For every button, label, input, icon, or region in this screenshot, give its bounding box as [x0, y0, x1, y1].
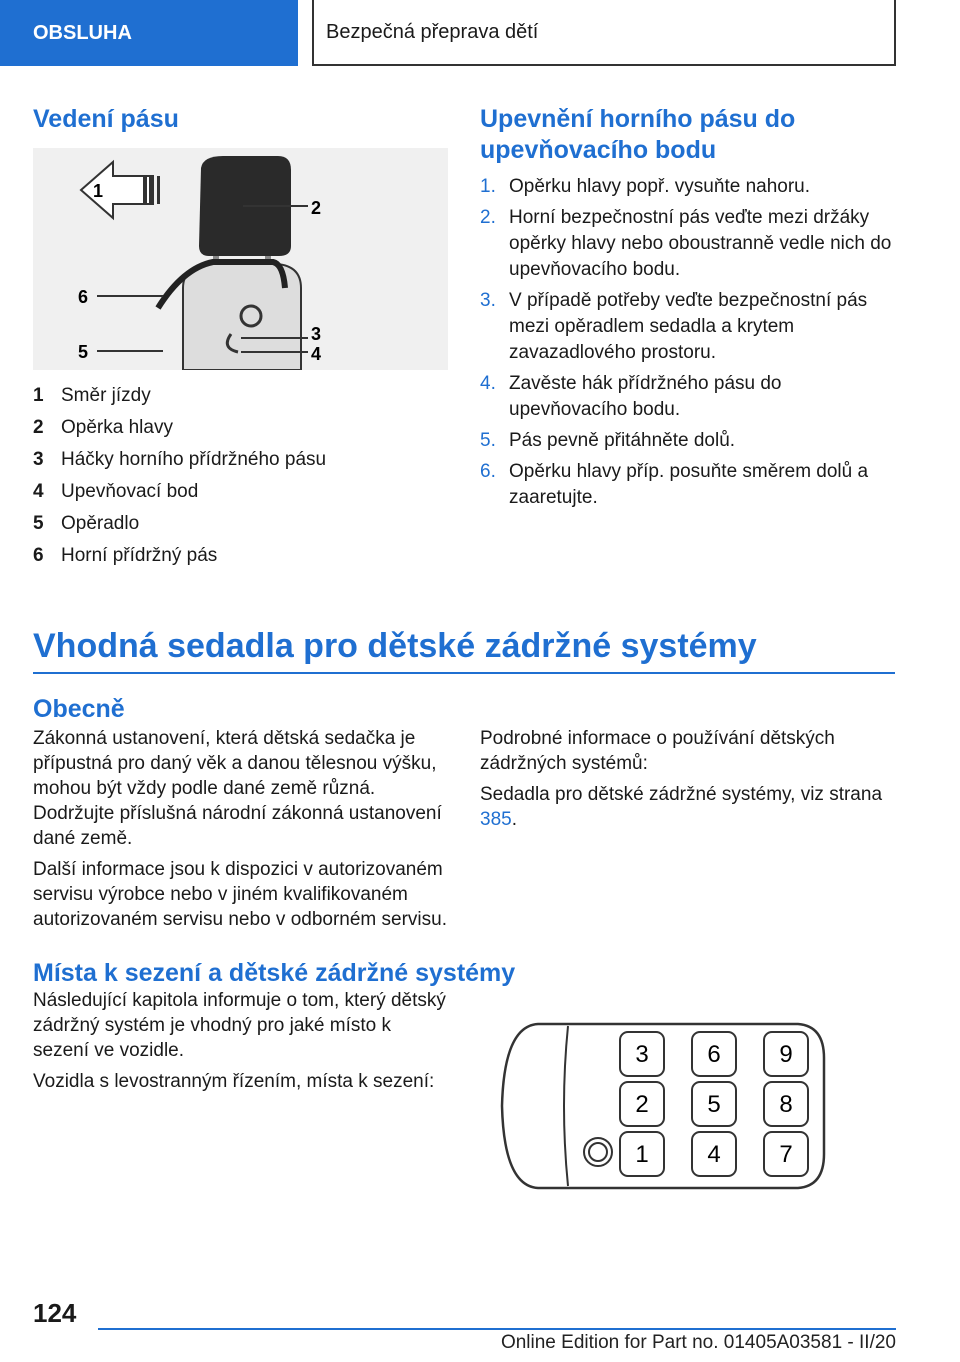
step-item — [480, 288, 895, 366]
step-text: Opěrku hlavy příp. posuňte směrem dolů a zaaretujte. — [509, 461, 869, 508]
step-number: 4. — [480, 373, 496, 394]
seat-6: 6 — [707, 1041, 721, 1068]
legend-item — [33, 508, 448, 540]
seat-8: 8 — [779, 1091, 793, 1118]
figure-legend — [33, 380, 448, 572]
legend-item — [33, 380, 448, 412]
legend-number: 1 — [33, 385, 44, 406]
step-item — [480, 205, 895, 283]
step-item — [480, 459, 895, 511]
headrest-illustration — [33, 148, 448, 370]
headrest-drawing — [33, 148, 448, 370]
car-seat-map — [498, 1018, 830, 1194]
figure-label-1: 1 — [93, 181, 104, 201]
step-item — [480, 174, 895, 200]
seat-4: 4 — [707, 1141, 721, 1168]
seat-9: 9 — [779, 1041, 793, 1068]
legend-text: Upevňovací bod — [61, 481, 199, 502]
figure-label-6: 6 — [78, 287, 89, 307]
seat-1: 1 — [635, 1141, 649, 1168]
edition-note: Online Edition for Part no. 01405A03581 - II/20 — [500, 1332, 896, 1353]
general-right-text — [480, 726, 895, 838]
seat-2: 2 — [635, 1091, 649, 1118]
legend-text: Opěrka hlavy — [61, 417, 173, 438]
legend-number: 2 — [33, 417, 44, 438]
seat-3: 3 — [635, 1041, 649, 1068]
legend-item — [33, 444, 448, 476]
figure-label-4: 4 — [311, 344, 322, 364]
paragraph: Zákonná ustanovení, která dětská sedačka je přípustná pro daný věk a danou tělesnou výšku, mohou být vždy podle dané země různá. Dodržujte příslušná národní zákonná ustanovení dané země. — [33, 728, 442, 849]
legend-text: Horní přídržný pás — [61, 545, 218, 566]
right-column-top — [480, 104, 895, 516]
reference-text: Sedadla pro dětské zádržné systémy, viz strana — [480, 784, 883, 805]
step-text: V případě potřeby veďte bezpečnostní pás mezi opěradlem sedadla a krytem zavazadlového prostoru. — [509, 290, 868, 363]
heading-belt-routing: Vedení pásu — [33, 105, 179, 133]
legend-text: Směr jízdy — [61, 385, 151, 406]
legend-text: Háčky horního přídržného pásu — [61, 449, 327, 470]
paragraph — [480, 782, 895, 832]
seat-5: 5 — [707, 1091, 721, 1118]
footer-rule — [98, 1328, 896, 1330]
paragraph: Vozidla s levostranným řízením, místa k sezení: — [33, 1071, 435, 1092]
section-tab[interactable]: OBSLUHA — [0, 0, 298, 66]
legend-item — [33, 412, 448, 444]
reference-tail: . — [511, 809, 517, 830]
heading-general: Obecně — [33, 695, 125, 723]
step-number: 5. — [480, 430, 496, 451]
paragraph: Další informace jsou k dispozici v autorizovaném servisu výrobce nebo v jiném kvalifikovaném autorizovaném servisu nebo v odborném servisu. — [33, 859, 447, 930]
paragraph: Podrobné informace o používání dětských zádržných systémů: — [480, 728, 835, 774]
seats-text — [33, 988, 448, 1100]
figure-label-5: 5 — [78, 342, 89, 362]
figure-label-3: 3 — [311, 324, 322, 344]
heading-upper-belt: Upevnění horního pásu do upevňovacího bodu — [480, 105, 796, 164]
step-text: Zavěste hák přídržného pásu do upevňovacího bodu. — [509, 373, 782, 420]
legend-number: 5 — [33, 513, 44, 534]
step-text: Pás pevně přitáhněte dolů. — [509, 430, 736, 451]
step-item — [480, 371, 895, 423]
step-number: 2. — [480, 207, 496, 228]
page-number: 124 — [33, 1298, 77, 1328]
step-text: Opěrku hlavy popř. vysuňte nahoru. — [509, 176, 811, 197]
section-title: Vhodná sedadla pro dětské zádržné systémy — [33, 624, 895, 674]
seat-positions-diagram — [498, 1018, 830, 1194]
legend-item — [33, 540, 448, 572]
step-text: Horní bezpečnostní pás veďte mezi držáky opěrky hlavy nebo oboustranně vedle nich do upevňovacího bodu. — [509, 207, 892, 280]
legend-number: 3 — [33, 449, 44, 470]
step-number: 3. — [480, 290, 496, 311]
step-number: 1. — [480, 176, 496, 197]
figure-label-2: 2 — [311, 198, 322, 218]
legend-item — [33, 476, 448, 508]
legend-number: 4 — [33, 481, 44, 502]
seat-7: 7 — [779, 1141, 793, 1168]
legend-text: Opěradlo — [61, 513, 140, 534]
page-reference-link[interactable]: 385 — [480, 809, 512, 830]
general-left-text — [33, 726, 448, 938]
legend-number: 6 — [33, 545, 44, 566]
heading-seats: Místa k sezení a dětské zádržné systémy — [33, 959, 516, 987]
step-item — [480, 428, 895, 454]
steps-list — [480, 174, 895, 511]
chapter-title: Bezpečná přeprava dětí — [312, 0, 896, 66]
step-number: 6. — [480, 461, 496, 482]
paragraph: Následující kapitola informuje o tom, který dětský zádržný systém je vhodný pro jaké místo k sezení ve vozidle. — [33, 990, 446, 1061]
